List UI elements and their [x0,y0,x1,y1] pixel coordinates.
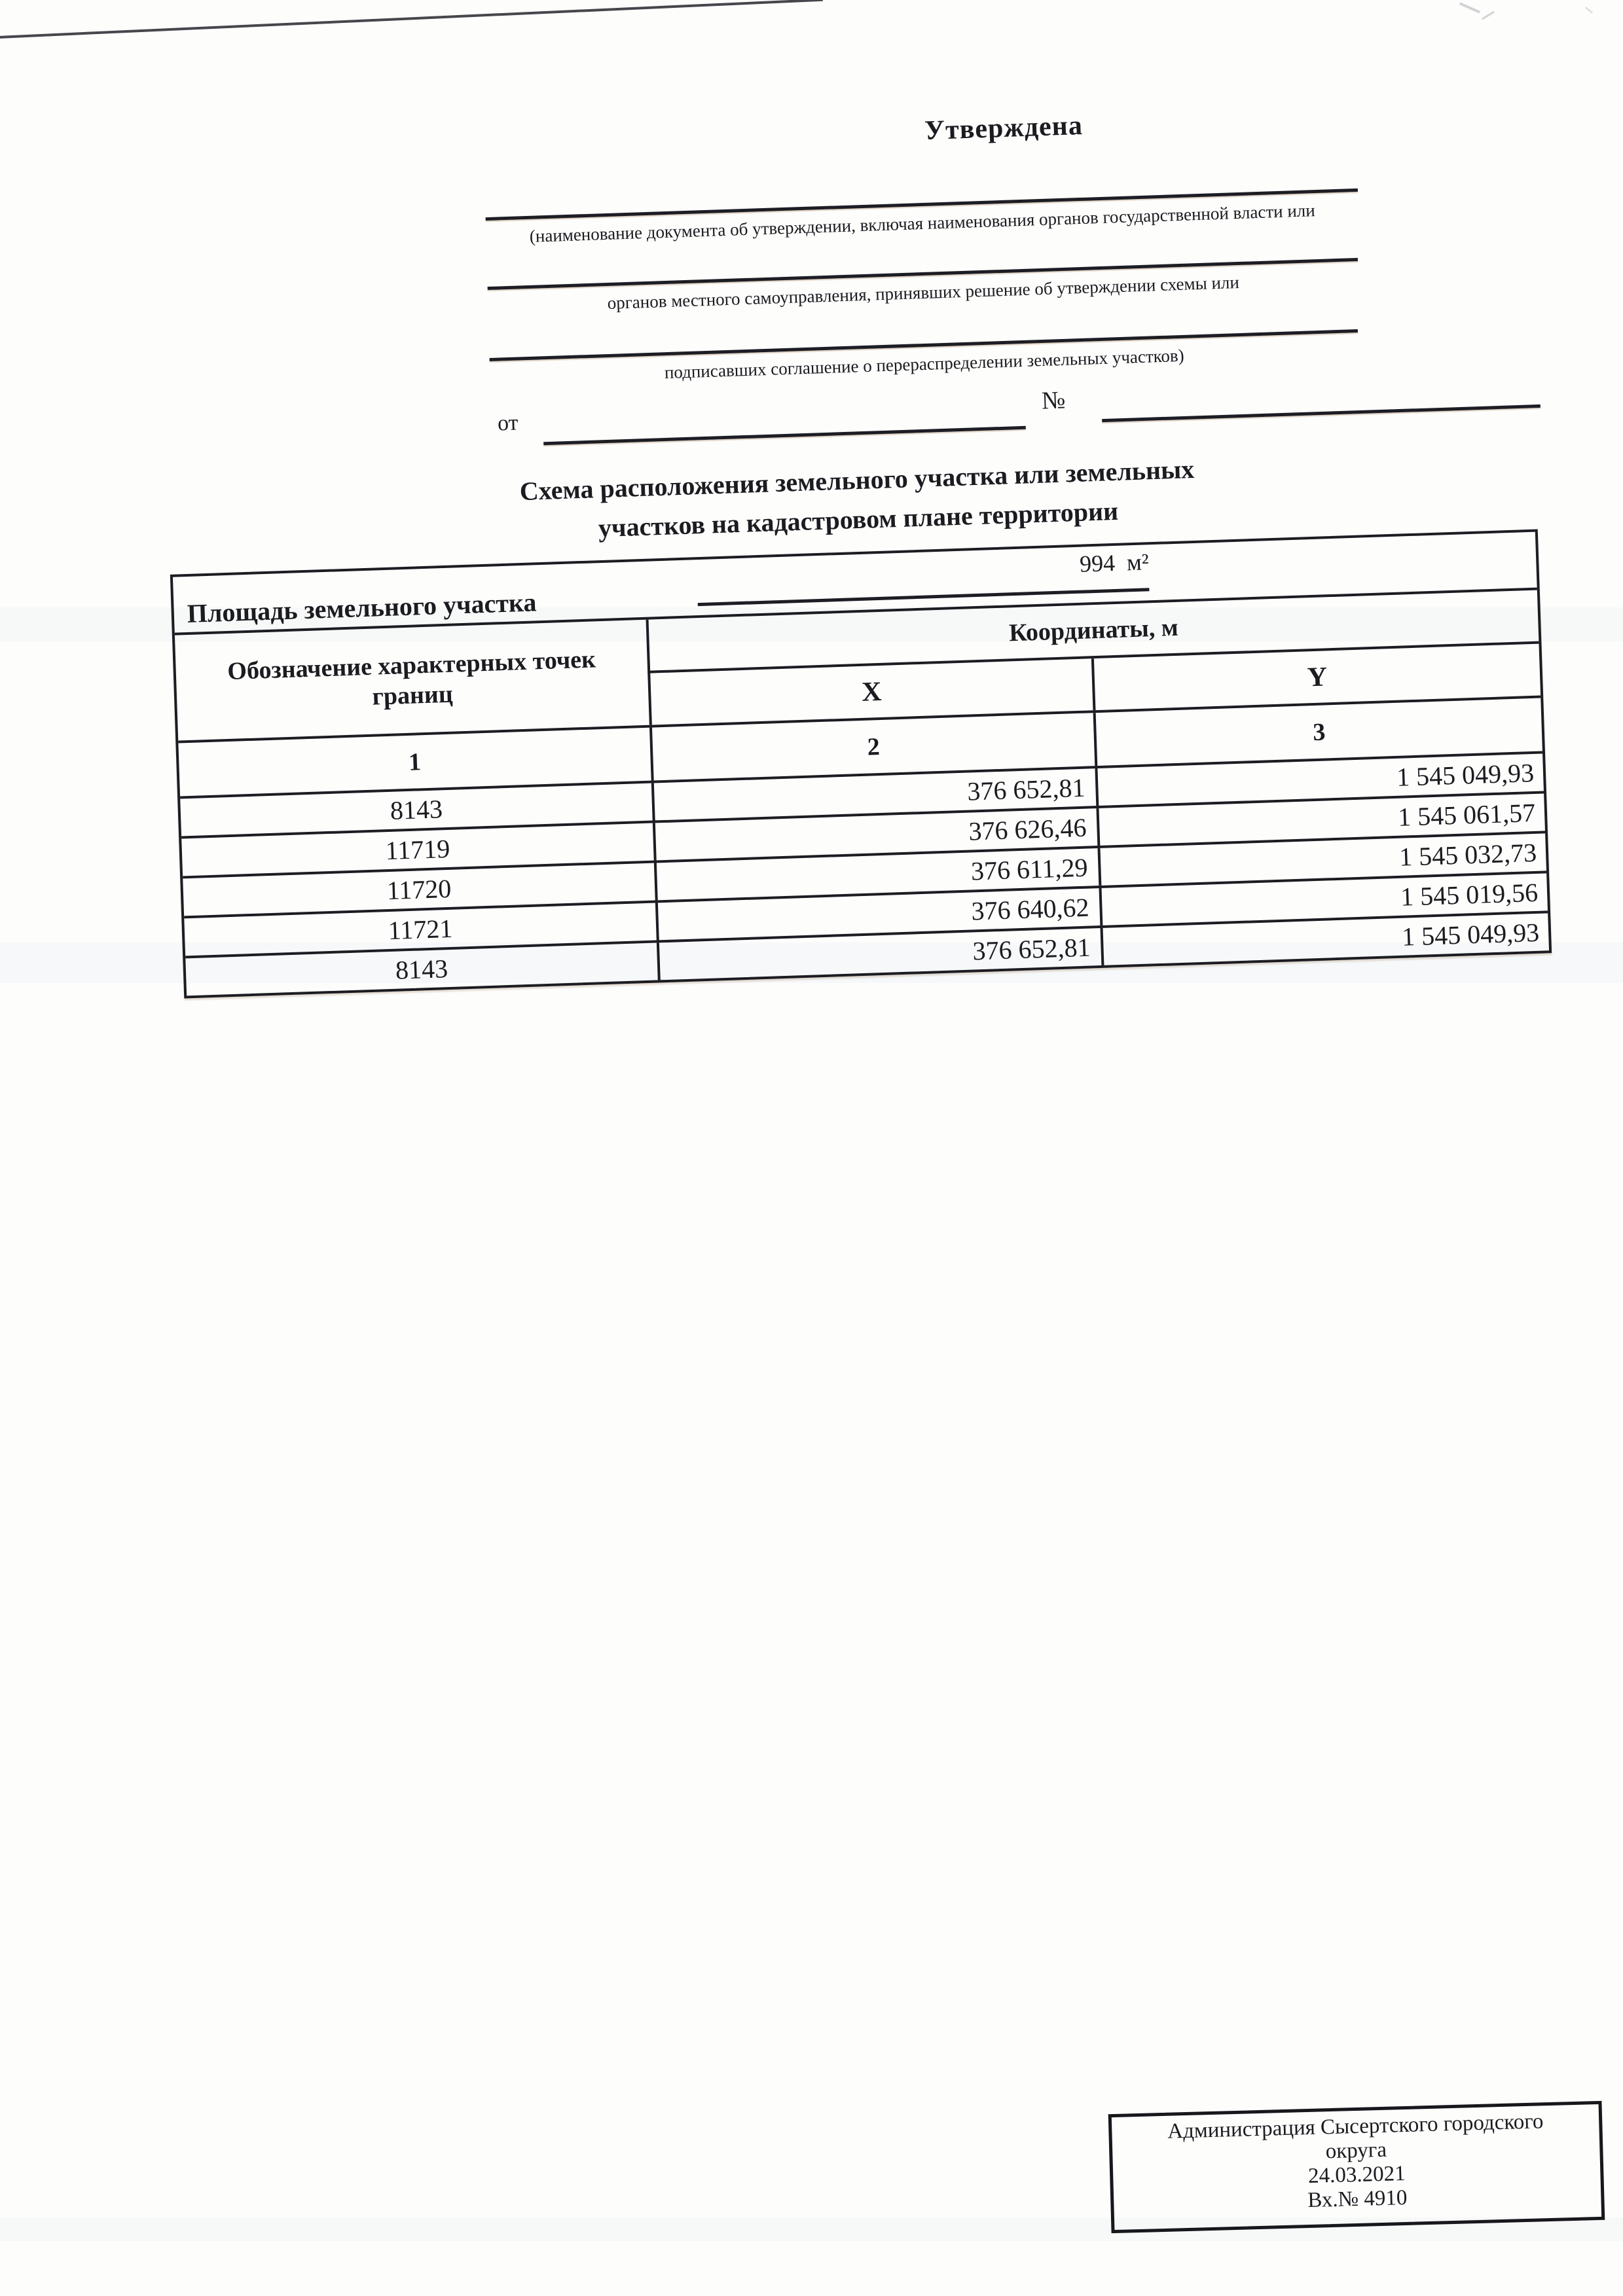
scan-speck [1585,7,1594,14]
approval-doc-name-field-2 [488,258,1359,317]
approved-heading: Утверждена [924,111,1084,146]
approval-caption-3: подписавших соглашение о перераспределении земельных участков) [664,345,1185,383]
point-id: 8143 [395,954,448,985]
document-title-line-1: Схема расположения земельного участка или земельных [519,454,1195,507]
x-coordinate: 376 652,81 [657,928,1102,980]
point-id: 11721 [388,913,453,946]
stamp-organization: Администрация Сысертского городского округа [1167,2109,1544,2164]
x-coordinate: 376 652,81 [651,768,1097,820]
y-column-header: Y [1091,644,1541,711]
scan-speck [1459,2,1481,13]
y-coordinate: 1 545 049,93 [1095,753,1544,806]
date-from-label: от [497,410,519,436]
approval-caption-1: (наименование документа об утверждении, включая наименования органов государственной власти или [529,200,1316,246]
y-coordinate: 1 545 019,56 [1099,873,1548,925]
registration-stamp [1108,2101,1605,2233]
point-id: 11720 [386,873,452,906]
x-coordinate: 376 640,62 [655,888,1101,940]
scan-page-edge-line [0,0,823,39]
point-id: 11719 [384,833,450,866]
registration-stamp-text [1146,2109,1567,2217]
column-number-3: 3 [1093,698,1542,766]
y-coordinate: 1 545 061,57 [1096,793,1545,846]
document-title-line-2: участков на кадастровом плане территории [598,495,1119,543]
coordinates-table [170,529,1552,999]
x-coordinate: 376 626,46 [653,808,1098,860]
x-coordinate: 376 611,29 [654,848,1099,900]
number-sign-label: № [1041,386,1066,415]
approval-doc-name-field [486,188,1359,248]
scan-speck [1482,10,1495,20]
y-coordinate: 1 545 049,93 [1101,913,1550,965]
number-blank-line [1102,404,1541,422]
stamp-incoming-number: Вх.№ 4910 [1307,2185,1408,2213]
approval-doc-name-field-3 [490,329,1359,389]
stamp-date: 24.03.2021 [1307,2161,1406,2188]
y-coordinate: 1 545 032,73 [1097,833,1546,886]
coords-header: Координаты, м [646,590,1539,671]
column-number-1: 1 [408,747,422,776]
date-blank-line [543,426,1026,445]
land-area-label: Площадь земельного участка [187,587,538,628]
point-id: 8143 [390,794,443,825]
land-area-number: 994 [1079,549,1116,577]
column-number-2: 2 [649,713,1095,780]
document-title [418,446,1297,554]
land-area-value [1079,548,1149,577]
x-column-header: X [861,676,883,708]
land-area-unit: м² [1126,548,1150,576]
point-column-header: Обозначение характерных точек границ [227,645,596,711]
approval-caption-2: органов местного самоуправления, принявших решение об утверждении схемы или [607,272,1240,313]
